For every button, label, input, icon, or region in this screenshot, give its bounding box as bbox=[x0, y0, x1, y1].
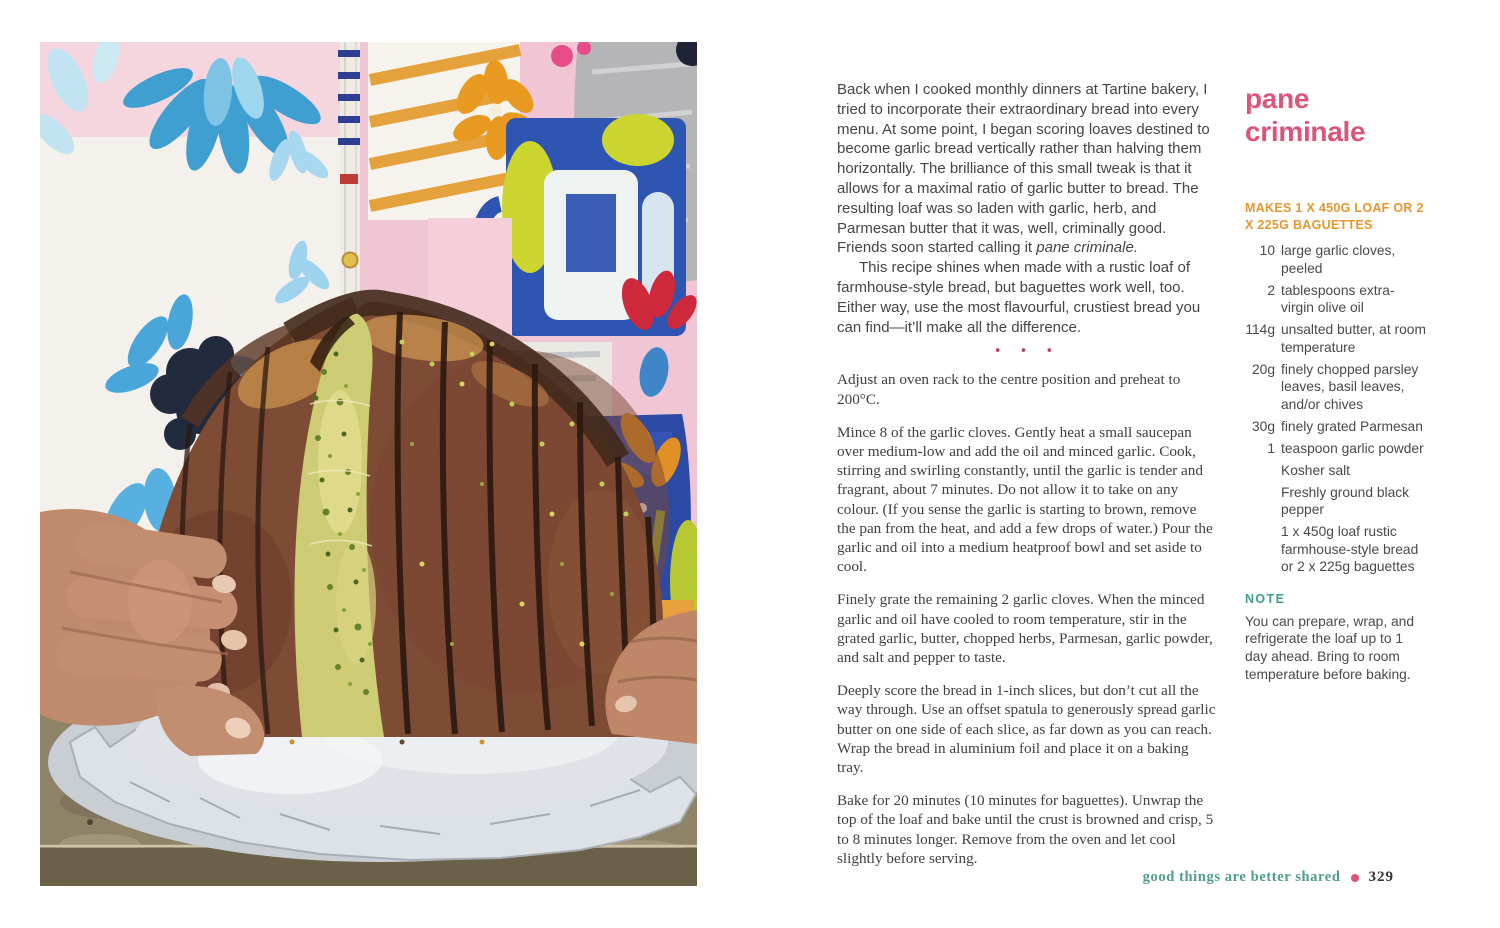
ingredient-item bbox=[1245, 523, 1427, 576]
page-number: 329 bbox=[1368, 869, 1394, 885]
ingredient-text: finely chopped parsley leaves, basil leaves, and/or chives bbox=[1281, 361, 1419, 412]
ingredient-text: Freshly ground black pepper bbox=[1281, 484, 1410, 517]
yield-label: MAKES 1 X 450G LOAF OR 2 X 225G BAGUETTES bbox=[1245, 201, 1424, 232]
ingredient-item bbox=[1245, 440, 1427, 458]
method-step: Deeply score the bread in 1-inch slices, but don’t cut all the way through. Use an offset spatula to generously spread garlic butter on one side of each slice, as far down as you can reach. Wrap the bread in aluminium foil and place it on a baking tray. bbox=[837, 682, 1216, 777]
recipe-title: pane criminale bbox=[1245, 83, 1366, 147]
ingredient-quantity: 114g bbox=[1245, 322, 1275, 337]
ingredient-quantity: 1 bbox=[1267, 440, 1275, 456]
recipe-headnote bbox=[837, 80, 1217, 337]
ingredient-quantity bbox=[1245, 523, 1275, 576]
note-text: You can prepare, wrap, and refrigerate the loaf up to 1 day ahead. Bring to room temperature before baking. bbox=[1245, 613, 1415, 682]
ingredient-text: 1 x 450g loaf rustic farmhouse-style bread or 2 x 225g baguettes bbox=[1281, 524, 1419, 574]
ingredient-item bbox=[1245, 242, 1427, 277]
page-footer bbox=[1143, 869, 1394, 886]
footer-dot-icon bbox=[1351, 874, 1359, 882]
headnote-paragraph-1 bbox=[837, 80, 1217, 258]
ingredient-quantity bbox=[1245, 484, 1275, 519]
ingredient-text: tablespoons extra-virgin olive oil bbox=[1281, 282, 1395, 315]
ingredient-quantity: 30g bbox=[1251, 418, 1275, 434]
ingredient-text: unsalted butter, at room temperature bbox=[1281, 322, 1426, 355]
ingredient-quantity: 10 bbox=[1259, 243, 1275, 258]
section-divider-dots: • • • bbox=[993, 344, 1061, 360]
ingredient-quantity: 2 bbox=[1267, 282, 1275, 298]
ingredient-text: teaspoon garlic powder bbox=[1281, 440, 1424, 456]
note-label: NOTE bbox=[1245, 591, 1286, 606]
ingredient-item bbox=[1245, 321, 1427, 356]
headnote-paragraph-2: This recipe shines when made with a rustic loaf of farmhouse-style bread, but baguettes work well, too. Either way, use the most flavourful, crustiest bread you can find—it’ll make all the difference. bbox=[837, 259, 1201, 336]
ingredient-list bbox=[1245, 242, 1427, 576]
ingredient-item bbox=[1245, 282, 1427, 317]
chapter-tagline: good things are better shared bbox=[1142, 869, 1341, 885]
recipe-body-column bbox=[837, 80, 1217, 882]
recipe-photo bbox=[40, 42, 697, 886]
ingredient-text: Kosher salt bbox=[1281, 462, 1351, 478]
headnote-italic-phrase: pane criminale. bbox=[1036, 239, 1138, 257]
ingredient-quantity: 20g bbox=[1251, 361, 1275, 377]
ingredient-item bbox=[1245, 418, 1427, 436]
method-step: Mince 8 of the garlic cloves. Gently heat a small saucepan over medium-low and add the oil and minced garlic. Cook, stirring and swirling constantly, until the garlic is tender and fragrant, about 7 minutes. Do not allow it to take on any colour. (If you sense the garlic is starting to brown, remove the pan from the heat, and add a few drops of water.) Pour the garlic and oil into a medium heatproof bowl and set aside to cool. bbox=[837, 423, 1213, 576]
ingredient-item bbox=[1245, 361, 1427, 414]
ingredient-text: finely grated Parmesan bbox=[1281, 418, 1423, 434]
method-step: Adjust an oven rack to the centre position and preheat to 200°C. bbox=[837, 371, 1181, 408]
recipe-sidebar-column bbox=[1245, 82, 1427, 684]
ingredient-item bbox=[1245, 484, 1427, 519]
ingredient-quantity bbox=[1245, 462, 1275, 480]
method-step: Finely grate the remaining 2 garlic cloves. When the minced garlic and oil have cooled to room temperature, stir in the grated garlic, butter, chopped herbs, Parmesan, garlic powder, and salt and pepper to taste. bbox=[837, 591, 1213, 666]
ingredient-item bbox=[1245, 462, 1427, 480]
method-step: Bake for 20 minutes (10 minutes for baguettes). Unwrap the top of the loaf and bake until the crust is browned and crisp, 5 to 8 minutes longer. Remove from the oven and let cool slightly before serving. bbox=[837, 792, 1214, 867]
ingredient-text: large garlic cloves, peeled bbox=[1281, 243, 1396, 276]
headnote-text: Back when I cooked monthly dinners at Tartine bakery, I tried to incorporate their extraordinary bread into every menu. At some point, I began scoring loaves destined to become garlic bread vertically rather than halving them horizontally. The brilliance of this small tweak is that it allows for a maximal ratio of garlic butter to bread. The resulting loaf was so laden with garlic, herb, and Parmesan butter that it was, well, criminally good. Friends soon started calling it bbox=[837, 81, 1210, 257]
